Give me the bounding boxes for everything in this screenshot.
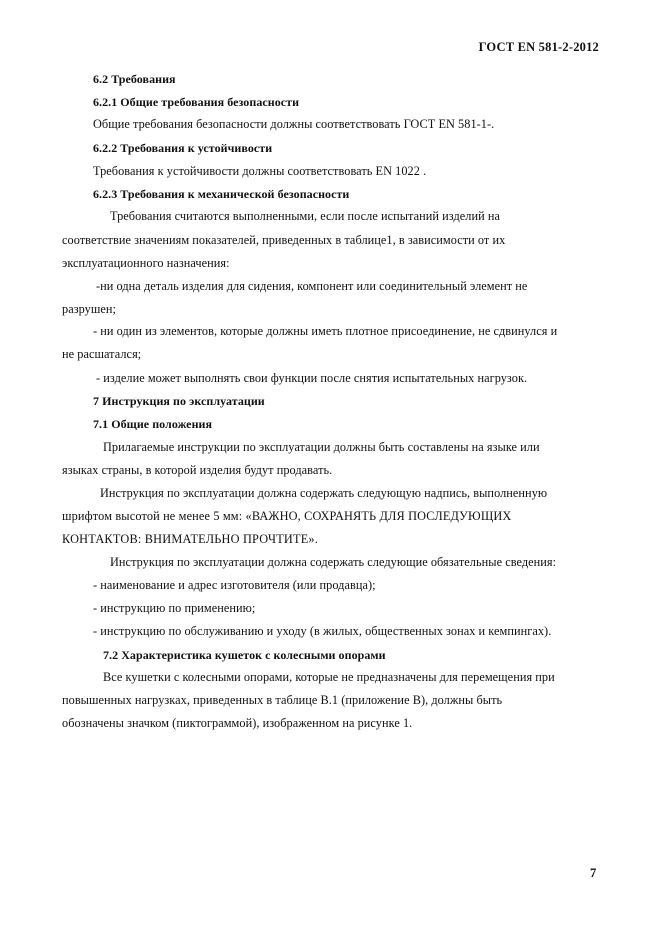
list-item-line: - инструкцию по обслуживанию и уходу (в жилых, общественных зонах и кемпингах). bbox=[93, 624, 552, 638]
paragraph-line: Инструкция по эксплуатации должна содержать следующие обязательные сведения: bbox=[110, 555, 557, 569]
page-number: 7 bbox=[590, 866, 597, 880]
section-heading-7: 7 Инструкция по эксплуатации bbox=[93, 394, 265, 408]
paragraph-line: шрифтом высотой не менее 5 мм: «ВАЖНО, СОХРАНЯТЬ ДЛЯ ПОСЛЕДУЮЩИХ bbox=[62, 509, 512, 523]
paragraph-line: повышенных нагрузках, приведенных в таблице В.1 (приложение В), должны быть bbox=[62, 693, 503, 707]
subsection-heading-6-2-2: 6.2.2 Требования к устойчивости bbox=[93, 141, 273, 155]
list-item-line: разрушен; bbox=[62, 302, 116, 316]
paragraph-line: Все кушетки с колесными опорами, которые не предназначены для перемещения при bbox=[103, 670, 555, 684]
list-item-line: - наименование и адрес изготовителя (или продавца); bbox=[93, 578, 376, 592]
section-heading-6-2: 6.2 Требования bbox=[93, 72, 176, 86]
paragraph-line: соответствие значениям показателей, приведенных в таблице1, в зависимости от их bbox=[62, 233, 506, 247]
paragraph-line: Требования считаются выполненными, если после испытаний изделий на bbox=[110, 209, 500, 223]
paragraph-line: эксплуатационного назначения: bbox=[62, 256, 230, 270]
paragraph-line: языках страны, в которой изделия будут продавать. bbox=[62, 463, 333, 477]
paragraph-line: Прилагаемые инструкции по эксплуатации должны быть составлены на языке или bbox=[103, 440, 540, 454]
paragraph-line: обозначены значком (пиктограммой), изображенном на рисунке 1. bbox=[62, 716, 413, 730]
list-item-line: -ни одна деталь изделия для сидения, компонент или соединительный элемент не bbox=[96, 279, 528, 293]
paragraph-line: КОНТАКТОВ: ВНИМАТЕЛЬНО ПРОЧТИТЕ». bbox=[62, 532, 319, 546]
paragraph-line: Требования к устойчивости должны соответствовать EN 1022 . bbox=[93, 164, 427, 178]
list-item-line: - изделие может выполнять свои функции после снятия испытательных нагрузок. bbox=[96, 371, 528, 385]
list-item-line: не расшатался; bbox=[62, 347, 142, 361]
subsection-heading-6-2-3: 6.2.3 Требования к механической безопасности bbox=[93, 187, 350, 201]
subsection-heading-7-1: 7.1 Общие положения bbox=[93, 417, 213, 431]
paragraph-line: Общие требования безопасности должны соответствовать ГОСТ EN 581-1-. bbox=[93, 117, 495, 131]
list-item-line: - инструкцию по применению; bbox=[93, 601, 256, 615]
subsection-heading-6-2-1: 6.2.1 Общие требования безопасности bbox=[93, 95, 300, 109]
list-item-line: - ни один из элементов, которые должны иметь плотное присоединение, не сдвинулся и bbox=[93, 324, 558, 338]
paragraph-line: Инструкция по эксплуатации должна содержать следующую надпись, выполненную bbox=[100, 486, 548, 500]
document-code-header: ГОСТ EN 581-2-2012 bbox=[478, 40, 599, 54]
subsection-heading-7-2: 7.2 Характеристика кушеток с колесными опорами bbox=[103, 648, 386, 662]
